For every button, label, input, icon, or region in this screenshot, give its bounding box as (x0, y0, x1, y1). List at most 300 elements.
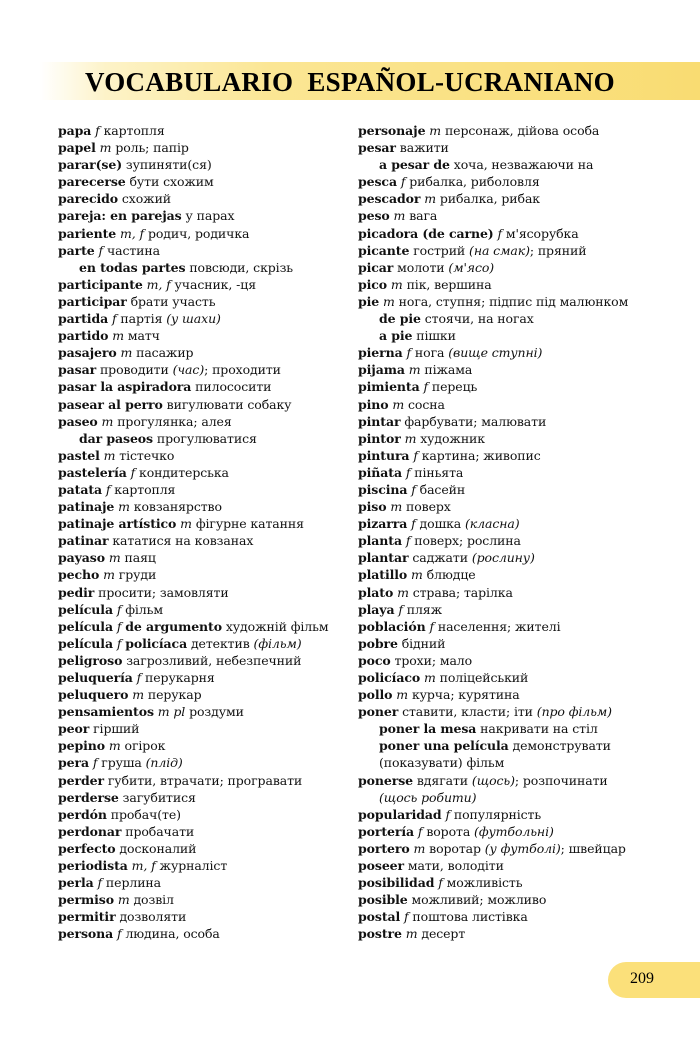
grammar-tag: f (116, 601, 122, 617)
vocab-entry (58, 225, 348, 242)
vocab-entry (358, 686, 668, 703)
translation: молоти (397, 259, 445, 275)
grammar-tag: f (404, 909, 409, 925)
page-number: 209 (630, 970, 654, 987)
vocab-entry (58, 122, 348, 139)
translation: огірок (124, 738, 166, 754)
grammar-tag: f (406, 345, 412, 361)
vocab-entry (58, 396, 348, 413)
headword: permiso (58, 892, 114, 908)
headword: portería (358, 823, 415, 839)
headword: a pesar de (379, 157, 450, 173)
translation: воротар (429, 840, 481, 856)
grammar-tag: f (411, 516, 416, 532)
translation: піжама (424, 362, 473, 378)
headword: pedir (58, 584, 95, 600)
translation: партія (120, 311, 163, 327)
grammar-tag: f (92, 755, 98, 771)
grammar-tag: f (400, 174, 406, 190)
translation: пішки (416, 328, 456, 344)
translation: можливий; можливо (411, 892, 547, 908)
translation: людина, особа (125, 926, 220, 942)
vocab-entry (58, 447, 348, 464)
headword: pera (58, 755, 89, 771)
translation: загрозливий, небезпечний (126, 652, 302, 668)
vocab-entry (358, 874, 668, 891)
headword: papa (58, 123, 92, 138)
headword: persona (58, 926, 114, 942)
grammar-tag: m (132, 687, 144, 703)
headword: postal (358, 909, 401, 925)
grammar-tag: f (497, 225, 503, 241)
translation: просити; замовляти (98, 584, 229, 600)
translation: схожий (121, 191, 172, 207)
grammar-tag: f (411, 481, 416, 497)
page-number-tab (608, 962, 700, 998)
vocab-entry (58, 259, 348, 276)
translation: дошка (419, 516, 462, 532)
grammar-tag: f (97, 875, 103, 891)
headword: plato (358, 584, 394, 600)
translation: груди (118, 567, 157, 583)
vocab-entry (58, 840, 348, 857)
headword: pesca (358, 174, 397, 190)
grammar-tag: m (396, 687, 409, 703)
headword: pintar (358, 413, 401, 429)
headword: pijama (358, 362, 405, 378)
translation: картопля (114, 481, 176, 497)
headword: picar (358, 259, 394, 275)
vocab-entry (58, 310, 348, 327)
translation: брати участь (130, 293, 216, 309)
vocab-entry (358, 430, 668, 447)
usage-note: (щось) (471, 772, 515, 788)
vocab-entry (358, 378, 668, 395)
headword: pobre (358, 635, 398, 651)
vocab-entry (358, 344, 668, 361)
grammar-tag: m (390, 276, 403, 292)
vocab-entry (58, 891, 348, 908)
translation: губити, втрачати; програвати (107, 772, 303, 788)
grammar-tag: f (405, 464, 411, 480)
translation: художній фільм (225, 618, 329, 634)
usage-note: (у шахи) (166, 311, 221, 327)
translation: бути схожим (129, 174, 214, 190)
grammar-tag: m (383, 293, 395, 309)
vocab-entry (58, 925, 348, 942)
translation: пробачати (125, 823, 195, 839)
translation: вигулювати собаку (166, 396, 292, 412)
translation: художник (420, 430, 486, 446)
headword: plantar (358, 550, 409, 566)
translation: блюдце (426, 567, 476, 583)
translation: нога, ступня; підпис під малюнком (398, 293, 629, 309)
vocab-entry (358, 806, 668, 823)
vocab-entry (58, 156, 348, 173)
grammar-tag: f (136, 670, 142, 685)
headword: pasear al perro (58, 396, 163, 412)
translation: родич, родичка (147, 225, 250, 241)
translation: загубитися (122, 789, 196, 805)
vocab-entry (358, 242, 668, 259)
translation: фарбувати; малювати (404, 413, 547, 429)
headword: partido (58, 328, 109, 344)
translation: популярність (453, 806, 542, 822)
vocab-entry (358, 190, 668, 207)
vocab-entry (58, 361, 348, 378)
usage-note: (класна) (465, 516, 520, 532)
translation: ковзанярство (133, 499, 222, 515)
headword: pariente (58, 225, 117, 241)
grammar-tag: m (429, 123, 442, 138)
translation: груша (101, 755, 142, 771)
headword: peluquería (58, 670, 133, 685)
vocab-entry (58, 207, 348, 224)
translation: у парах (185, 208, 235, 224)
translation: пилососити (195, 379, 272, 395)
translation: десерт (421, 926, 466, 942)
vocab-entry (358, 737, 668, 754)
headword: pintor (358, 430, 401, 446)
vocab-entry (358, 156, 668, 173)
vocab-entry (358, 754, 668, 771)
vocab-entry (358, 703, 668, 720)
vocab-entry (58, 686, 348, 703)
headword: dar paseos (79, 430, 153, 446)
headword: perla (58, 875, 94, 891)
vocab-entry (58, 823, 348, 840)
vocab-entry (358, 601, 668, 618)
vocab-entry (358, 481, 668, 498)
grammar-tag: m (392, 396, 405, 412)
vocab-entry (358, 618, 668, 635)
headword: parte (58, 242, 95, 258)
usage-note: (про фільм) (536, 704, 612, 720)
translation: страва; тарілка (412, 584, 513, 600)
vocab-entry (358, 566, 668, 583)
headword: posibilidad (358, 875, 435, 891)
vocab-entry (58, 908, 348, 925)
vocab-entry (358, 293, 668, 310)
grammar-tag: m (103, 567, 115, 583)
headword: película (58, 618, 113, 634)
translation: роздуми (189, 704, 244, 720)
vocabulary-column-left (58, 122, 348, 943)
translation: поверх; рослина (414, 533, 521, 549)
translation: картина; живопис (421, 447, 541, 463)
translation: пасажир (136, 345, 194, 361)
translation: накривати на стіл (480, 721, 598, 737)
translation: проводити (99, 362, 169, 378)
translation: басейн (419, 481, 466, 497)
grammar-tag: m (99, 140, 112, 156)
headword: pareja: en parejas (58, 208, 182, 224)
grammar-tag: m (411, 567, 423, 583)
headword: piñata (358, 464, 402, 480)
vocab-entry (58, 601, 348, 618)
headword: parar(se) (58, 157, 123, 173)
vocab-entry (358, 361, 668, 378)
grammar-tag: f (105, 481, 111, 497)
translation: досконалий (119, 840, 197, 856)
headword: pollo (358, 687, 393, 703)
grammar-tag: m (413, 840, 426, 856)
grammar-tag: m (423, 670, 436, 685)
vocab-entry (58, 737, 348, 754)
headword: patinaje (58, 499, 115, 515)
headword: pierna (358, 345, 403, 361)
headword: película (58, 635, 113, 651)
vocab-entry (358, 122, 668, 139)
translation: детектив (190, 635, 250, 651)
headword: pescador (358, 191, 421, 207)
translation-continued: ; проходити (204, 362, 281, 378)
vocab-entry (358, 840, 668, 857)
headword: población (358, 618, 426, 634)
headword: policíaco (358, 670, 421, 685)
headword: perder (58, 772, 104, 788)
headword: pecho (58, 567, 100, 583)
headword-continued: de argumento (125, 618, 222, 634)
translation: персонаж, дійова особа (444, 123, 600, 138)
vocab-entry (58, 190, 348, 207)
vocab-entry (58, 669, 348, 686)
headword: película (58, 601, 113, 617)
grammar-tag: m (101, 413, 114, 429)
grammar-tag: f (423, 379, 428, 395)
vocab-entry (358, 207, 668, 224)
headword: pizarra (358, 516, 408, 532)
headword: picante (358, 242, 410, 258)
translation: перлина (105, 875, 162, 891)
translation-continued: ; швейцар (560, 840, 626, 856)
headword: poco (358, 652, 391, 668)
translation: матч (127, 328, 160, 344)
translation: дозвіл (133, 892, 174, 908)
grammar-tag: m (103, 447, 116, 463)
headword: postre (358, 926, 402, 942)
translation: журналіст (159, 858, 228, 874)
translation: паяц (124, 550, 156, 566)
headword: piscina (358, 481, 408, 497)
headword: periodista (58, 858, 128, 874)
translation: можливість (446, 875, 523, 891)
vocab-entry (358, 173, 668, 190)
headword: pasar la aspiradora (58, 379, 192, 395)
grammar-tag: f (405, 533, 411, 549)
headword: patinar (58, 533, 109, 549)
headword: poner (358, 704, 399, 720)
translation: прогулянка; алея (117, 413, 232, 429)
headword: pintura (358, 447, 410, 463)
grammar-tag: f (116, 618, 122, 634)
usage-note: (щось робити) (379, 789, 477, 805)
headword: pasar (58, 362, 97, 378)
headword: pepino (58, 738, 106, 754)
translation: бідний (401, 635, 446, 651)
vocab-entry (358, 139, 668, 156)
page-title: VOCABULARIO ESPAÑOL-UCRANIANO (85, 67, 615, 97)
headword: personaje (358, 123, 426, 138)
grammar-tag: m (405, 926, 418, 942)
headword: en todas partes (79, 259, 186, 275)
vocab-entry (358, 447, 668, 464)
translation: трохи; мало (394, 652, 473, 668)
translation: населення; жителі (437, 618, 561, 634)
vocab-entry (358, 225, 668, 242)
headword: paseo (58, 413, 98, 429)
grammar-tag: f (117, 926, 122, 942)
translation-continued: ; розпочинати (514, 772, 608, 788)
headword: patata (58, 481, 102, 497)
vocab-entry (358, 327, 668, 344)
translation: гірший (93, 721, 140, 737)
vocab-entry (58, 532, 348, 549)
usage-note: (час) (172, 362, 205, 378)
headword: poner la mesa (379, 721, 477, 737)
grammar-tag: m (424, 191, 436, 207)
translation: важити (399, 140, 449, 156)
translation: картопля (103, 123, 165, 138)
grammar-tag: f (429, 618, 434, 634)
translation: рибалка, рибак (439, 191, 541, 207)
vocab-entry (358, 857, 668, 874)
vocab-entry (58, 430, 348, 447)
vocab-entry (58, 703, 348, 720)
usage-note: (футбольні) (474, 823, 554, 839)
vocab-entry (58, 293, 348, 310)
usage-note: (рослину) (471, 550, 535, 566)
headword: posible (358, 892, 408, 908)
translation: кататися на ковзанах (112, 533, 254, 549)
translation: поштова листівка (412, 909, 528, 925)
vocab-entry (58, 344, 348, 361)
headword: participante (58, 276, 143, 292)
headword: peso (358, 208, 390, 224)
vocab-entry (358, 276, 668, 293)
headword: papel (58, 140, 96, 156)
grammar-tag: m, f (146, 276, 171, 292)
grammar-tag: f (98, 242, 104, 258)
vocab-entry (58, 481, 348, 498)
grammar-tag: f (111, 311, 117, 327)
headword: payaso (58, 550, 105, 566)
vocab-entry (358, 498, 668, 515)
vocab-entry (58, 327, 348, 344)
headword: pico (358, 276, 388, 292)
vocab-entry (58, 789, 348, 806)
grammar-tag: m (112, 328, 124, 344)
usage-note: (м'ясо) (448, 259, 495, 275)
headword: planta (358, 533, 402, 549)
vocab-entry (358, 635, 668, 652)
headword: a pie (379, 328, 413, 344)
vocab-entry (58, 549, 348, 566)
translation: вдягати (416, 772, 469, 788)
headword: portero (358, 840, 410, 856)
vocab-entry (358, 669, 668, 686)
vocab-entry (358, 908, 668, 925)
vocab-entry (58, 652, 348, 669)
headword: peor (58, 721, 90, 737)
translation: пік, вершина (406, 276, 492, 292)
vocab-entry (58, 139, 348, 156)
vocab-entry (58, 173, 348, 190)
grammar-tag: m (404, 430, 417, 446)
translation: хоча, незважаючи на (453, 157, 594, 173)
translation: стоячи, на ногах (424, 311, 534, 327)
vocab-entry (58, 635, 348, 652)
vocab-entry (358, 259, 668, 276)
headword: partida (58, 311, 109, 327)
headword: parecerse (58, 174, 126, 190)
grammar-tag: m (393, 208, 406, 224)
grammar-tag: f (445, 806, 450, 822)
usage-note: (вище ступні) (448, 345, 543, 361)
translation: дозволяти (119, 909, 187, 925)
translation: поверх (405, 499, 451, 515)
headword: ponerse (358, 772, 413, 788)
usage-note: (на смак) (469, 242, 530, 258)
headword: playa (358, 601, 395, 617)
vocab-entry (58, 515, 348, 532)
vocab-entry (358, 891, 668, 908)
translation: піньята (414, 464, 464, 480)
translation: перукарня (145, 670, 215, 685)
headword: perderse (58, 789, 119, 805)
vocab-entry (58, 498, 348, 515)
vocabulary-column-right (358, 122, 668, 943)
grammar-tag: f (438, 875, 443, 891)
headword: de pie (379, 311, 421, 327)
grammar-tag: m, f (131, 858, 156, 874)
translation: рибалка, риболовля (409, 174, 540, 190)
headword: pino (358, 396, 389, 412)
translation: учасник, -ця (174, 276, 256, 292)
translation: ставити, класти; іти (402, 704, 533, 720)
translation: пробач(те) (110, 806, 181, 822)
translation: сосна (408, 396, 445, 412)
vocab-entry (358, 720, 668, 737)
headword: parecido (58, 191, 119, 207)
translation: вага (409, 208, 438, 224)
headword: poseer (358, 858, 405, 874)
grammar-tag: m (397, 584, 409, 600)
grammar-tag: m (180, 516, 192, 532)
translation: саджати (412, 550, 468, 566)
headword: pasajero (58, 345, 117, 361)
translation: пляж (406, 601, 442, 617)
headword: pesar (358, 140, 396, 156)
translation: повсюди, скрізь (189, 259, 294, 275)
grammar-tag: f (116, 635, 122, 651)
vocab-entry (358, 584, 668, 601)
vocab-entry (358, 464, 668, 481)
vocab-entry (58, 618, 348, 635)
grammar-tag: f (398, 601, 403, 617)
vocab-entry (58, 806, 348, 823)
vocab-entry (58, 464, 348, 481)
vocab-entry (58, 584, 348, 601)
vocab-entry (58, 754, 348, 771)
grammar-tag: f (130, 464, 136, 480)
vocab-entry (358, 413, 668, 430)
translation: перець (431, 379, 478, 395)
translation: частина (106, 242, 160, 258)
headword: platillo (358, 567, 408, 583)
translation: (показувати) фільм (379, 755, 505, 771)
translation: ворота (426, 823, 471, 839)
